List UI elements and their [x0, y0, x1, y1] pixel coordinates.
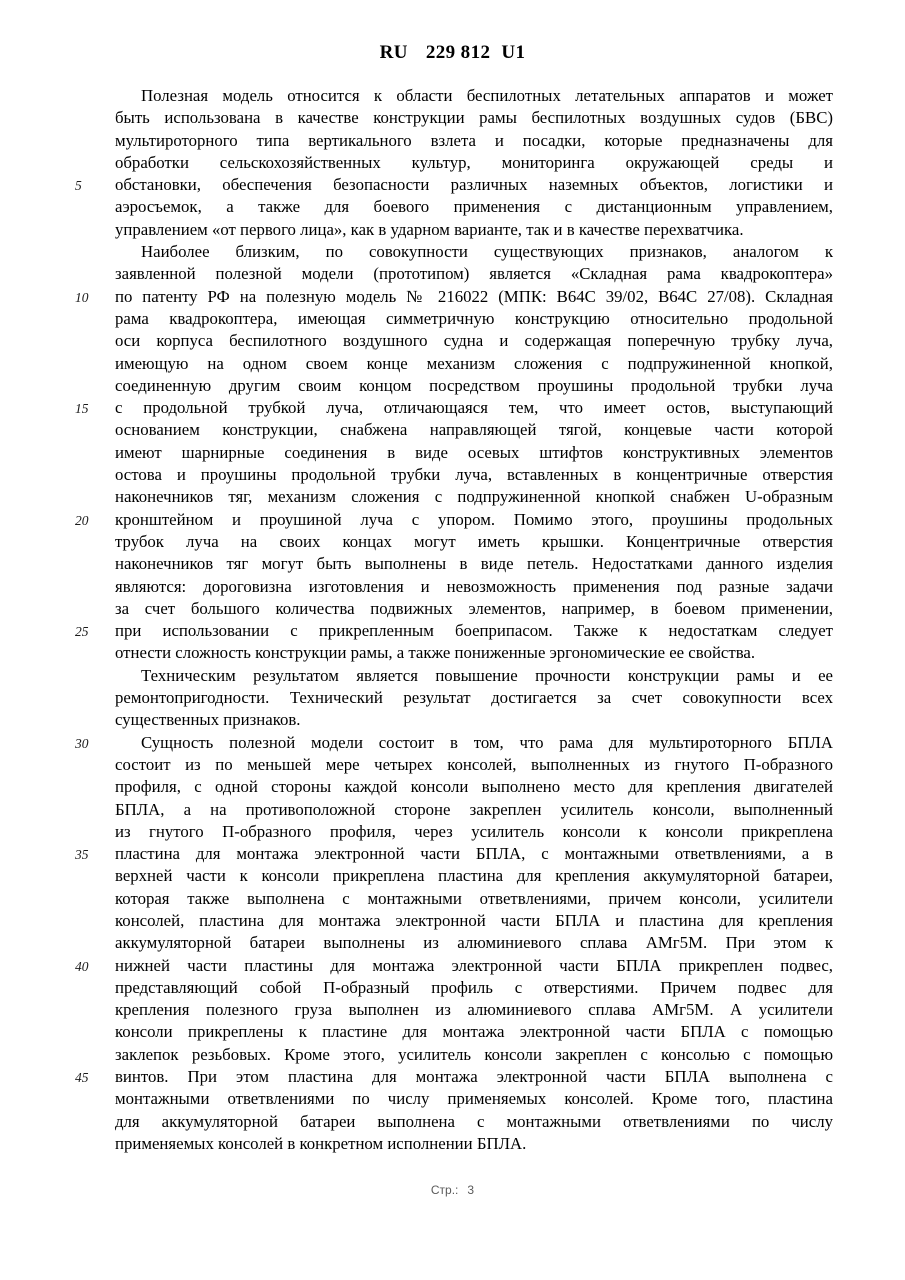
line-text: за счет большого количества подвижных элементов, например, в боевом применении,	[115, 598, 833, 618]
line-text: имеющую на одном своем конце механизм сложения с подпружиненной кнопкой,	[115, 353, 833, 373]
line-text: имеют шарнирные соединения в виде осевых штифтов конструктивных элементов	[115, 442, 833, 462]
text-line	[75, 576, 833, 598]
text-line	[75, 620, 833, 642]
text-line	[75, 219, 833, 241]
text-line	[75, 732, 833, 754]
text-line	[75, 955, 833, 977]
text-line	[75, 107, 833, 129]
text-line	[75, 754, 833, 776]
publication-number: 229 812	[425, 42, 491, 63]
line-text: верхней части к консоли прикреплена пластина для крепления аккумуляторной батареи,	[115, 866, 833, 886]
text-line	[75, 531, 833, 553]
line-number: 45	[75, 1070, 89, 1086]
text-line	[75, 999, 833, 1021]
line-text: Наиболее близким, по совокупности существующих признаков, аналогом к	[141, 242, 833, 262]
line-text: обработки сельскохозяйственных культур, мониторинга окружающей среды и	[115, 152, 833, 172]
line-text: Сущность полезной модели состоит в том, что рама для мультироторного БПЛА	[141, 732, 833, 752]
country-code: RU	[379, 42, 408, 63]
line-text: винтов. При этом пластина для монтажа электронной части БПЛА выполнена с	[115, 1067, 833, 1087]
text-line	[75, 152, 833, 174]
text-line	[75, 353, 833, 375]
line-text: являются: дороговизна изготовления и невозможность применения под разные задачи	[115, 576, 833, 596]
line-number: 10	[75, 289, 89, 305]
text-line	[75, 1111, 833, 1133]
page-label: Стр.:	[430, 1183, 459, 1197]
text-line	[75, 553, 833, 575]
text-line	[75, 174, 833, 196]
text-line	[75, 397, 833, 419]
line-text: нижней части пластины для монтажа электронной части БПЛА прикреплен подвес,	[115, 955, 833, 975]
text-line	[75, 486, 833, 508]
page-header	[0, 42, 905, 64]
text-line	[75, 509, 833, 531]
line-text: которая также выполнена с монтажными ответвлениями, причем консоли, усилители	[115, 888, 833, 908]
line-number: 35	[75, 847, 89, 863]
line-text: трубок луча на своих концах могут иметь крышки. Концентричные отверстия	[115, 531, 833, 551]
text-line	[75, 821, 833, 843]
line-text: обстановки, обеспечения безопасности различных наземных объектов, логистики и	[115, 175, 833, 195]
text-line	[75, 799, 833, 821]
text-line	[75, 85, 833, 107]
line-text: аэросъемок, а также для боевого применения с дистанционным управлением,	[115, 197, 833, 217]
line-text: остова и проушины продольной трубки луча, вставленных в концентричные отверстия	[115, 465, 833, 485]
text-line	[75, 1044, 833, 1066]
line-text: представляющий собой П-образный профиль с отверстиями. Причем подвес для	[115, 977, 833, 997]
line-text: профиля, с одной стороны каждой консоли выполнено место для крепления двигателей	[115, 777, 833, 797]
line-text: ремонтопригодности. Технический результат достигается за счет совокупности всех	[115, 688, 833, 708]
text-line	[75, 888, 833, 910]
line-number: 5	[75, 178, 82, 194]
line-text: кронштейном и проушиной луча с упором. Помимо этого, проушины продольных	[115, 509, 833, 529]
text-line	[75, 308, 833, 330]
page-number: 3	[467, 1183, 475, 1197]
document-body-text	[75, 85, 833, 1155]
text-line	[75, 598, 833, 620]
text-line	[75, 1021, 833, 1043]
text-line	[75, 442, 833, 464]
line-text: из гнутого П-образного профиля, через усилитель консоли к консоли прикреплена	[115, 821, 833, 841]
line-number: 40	[75, 958, 89, 974]
text-line	[75, 1066, 833, 1088]
text-line	[75, 263, 833, 285]
line-number: 30	[75, 735, 89, 751]
text-line	[75, 1133, 833, 1155]
line-text: управлением «от первого лица», как в ударном варианте, так и в качестве перехватчика.	[115, 219, 744, 239]
line-text: заявленной полезной модели (прототипом) является «Складная рама квадрокоптера»	[115, 264, 833, 284]
text-line	[75, 687, 833, 709]
text-line	[75, 932, 833, 954]
line-text: состоит из по меньшей мере четырех консолей, выполненных из гнутого П-образного	[115, 754, 833, 774]
text-line	[75, 1088, 833, 1110]
line-text: рама квадрокоптера, имеющая симметричную конструкцию относительно продольной	[115, 308, 833, 328]
text-line	[75, 375, 833, 397]
line-text: быть использована в качестве конструкции рамы беспилотных воздушных судов (БВС)	[115, 108, 833, 128]
line-text: крепления полезного груза выполнен из алюминиевого сплава АМг5М. А усилители	[115, 1000, 833, 1020]
text-line	[75, 776, 833, 798]
line-text: оси корпуса беспилотного воздушного судна и содержащая поперечную трубку луча,	[115, 331, 833, 351]
text-line	[75, 709, 833, 731]
line-text: консоли прикреплены к пластине для монтажа электронной части БПЛА с помощью	[115, 1022, 833, 1042]
text-line	[75, 130, 833, 152]
line-text: пластина для монтажа электронной части БПЛА, с монтажными ответвлениями, а в	[115, 844, 833, 864]
kind-code: U1	[501, 42, 526, 63]
line-text: мультироторного типа вертикального взлета и посадки, которые предназначены для	[115, 130, 833, 150]
line-text: для аккумуляторной батареи выполнена с монтажными ответвлениями по числу	[115, 1111, 833, 1131]
text-line	[75, 464, 833, 486]
line-text: с продольной трубкой луча, отличающаяся тем, что имеет остов, выступающий	[115, 398, 833, 418]
text-line	[75, 196, 833, 218]
line-text: аккумуляторной батареи выполнены из алюминиевого сплава АМг5М. При этом к	[115, 933, 833, 953]
text-line	[75, 665, 833, 687]
text-line	[75, 642, 833, 664]
text-line	[75, 419, 833, 441]
line-text: при использовании с прикрепленным боеприпасом. Также к недостаткам следует	[115, 621, 833, 641]
line-text: консолей, пластина для монтажа электронной части БПЛА и пластина для крепления	[115, 910, 833, 930]
line-text: отнести сложность конструкции рамы, а также пониженные эргономические ее свойства.	[115, 643, 756, 663]
line-text: монтажными ответвлениями по числу применяемых консолей. Кроме того, пластина	[115, 1089, 833, 1109]
line-text: Техническим результатом является повышение прочности конструкции рамы и ее	[141, 665, 833, 685]
text-line	[75, 241, 833, 263]
line-text: наконечников тяг, механизм сложения с подпружиненной кнопкой снабжен U-образным	[115, 487, 833, 507]
line-text: применяемых консолей в конкретном исполнении БПЛА.	[115, 1133, 527, 1153]
line-text: по патенту РФ на полезную модель № 216022 (МПК: B64C 39/02, B64C 27/08). Складная	[115, 286, 833, 306]
text-line	[75, 910, 833, 932]
line-text: соединенную другим своим концом посредством проушины продольной трубки луча	[115, 375, 833, 395]
line-number: 15	[75, 401, 89, 417]
line-text: существенных признаков.	[115, 710, 301, 730]
text-line	[75, 865, 833, 887]
line-number: 20	[75, 512, 89, 528]
line-text: основанием конструкции, снабжена направляющей тягой, концевые части которой	[115, 420, 833, 440]
line-number: 25	[75, 624, 89, 640]
text-line	[75, 977, 833, 999]
text-line	[75, 286, 833, 308]
page-footer	[0, 1183, 905, 1197]
text-line	[75, 843, 833, 865]
text-line	[75, 330, 833, 352]
line-text: Полезная модель относится к области беспилотных летательных аппаратов и может	[141, 86, 833, 105]
line-text: БПЛА, а на противоположной стороне закреплен усилитель консоли, выполненный	[115, 799, 833, 819]
line-text: наконечников тяг могут быть выполнены в виде петель. Недостатками данного изделия	[115, 554, 833, 574]
line-text: заклепок резьбовых. Кроме этого, усилитель консоли закреплен с консолью с помощью	[115, 1044, 833, 1064]
